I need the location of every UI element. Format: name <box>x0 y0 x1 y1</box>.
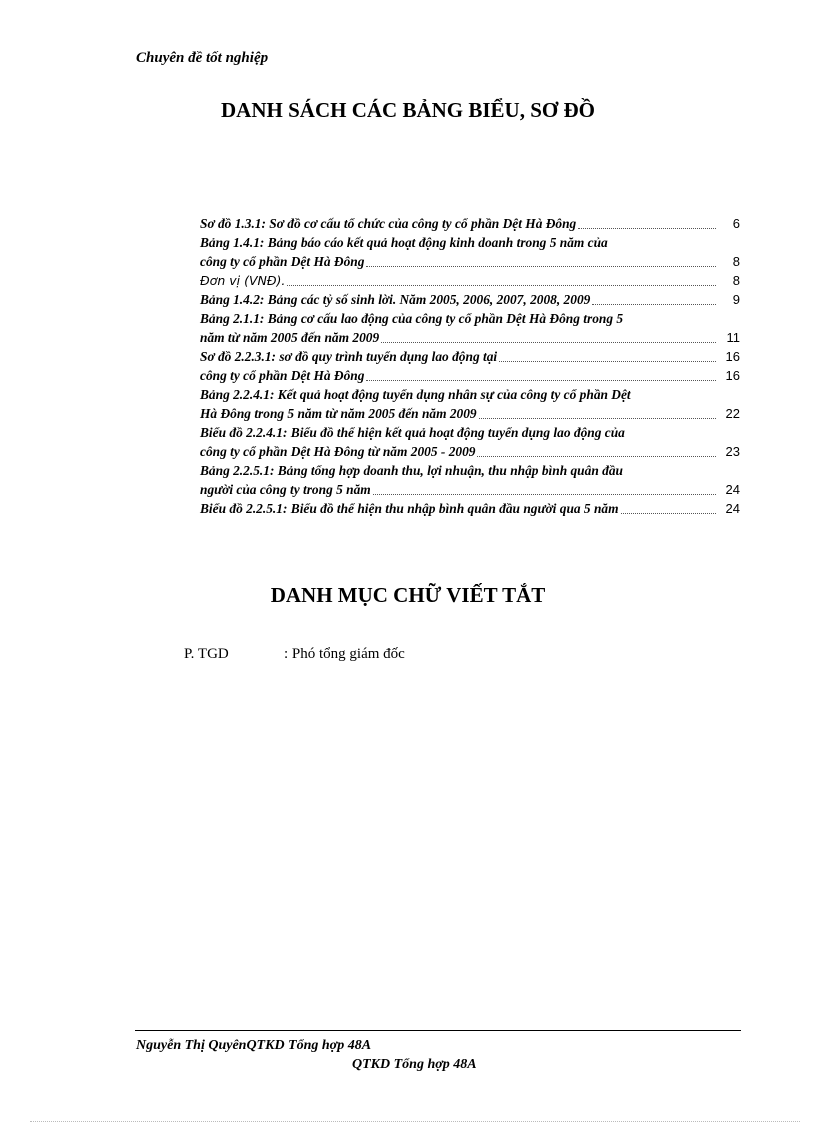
dot-leader <box>287 285 716 286</box>
list-of-tables-title: DANH SÁCH CÁC BẢNG BIỂU, SƠ ĐỒ <box>221 98 595 122</box>
toc-entry-title-line: Biểu đồ 2.2.4.1: Biểu đồ thể hiện kết quả hoạt động tuyển dụng lao động của <box>200 425 625 440</box>
footer-rule <box>135 1030 741 1031</box>
abbreviation-row <box>184 646 405 663</box>
dot-leader <box>499 361 716 362</box>
toc-entry-text: Bảng 1.4.2: Bảng các tỷ số sinh lời. Năm 2005, 2006, 2007, 2008, 2009 <box>200 292 591 307</box>
toc-entry[interactable] <box>200 214 740 233</box>
toc-page-number: 16 <box>725 349 740 364</box>
toc-page-number: 16 <box>725 368 740 383</box>
toc-entry[interactable] <box>200 347 740 366</box>
toc-page-number: 9 <box>732 292 740 307</box>
toc-page-number: 8 <box>732 254 740 269</box>
toc-entry[interactable] <box>200 499 740 518</box>
dot-leader <box>592 304 716 305</box>
toc-entry[interactable] <box>200 385 740 423</box>
toc-entry-title-line: Bảng 2.2.5.1: Bảng tổng hợp doanh thu, lợi nhuận, thu nhập bình quân đầu <box>200 463 623 478</box>
dot-leader <box>366 266 716 267</box>
table-of-figures <box>200 214 740 518</box>
toc-entry[interactable] <box>200 366 740 385</box>
toc-page-number: 24 <box>725 482 740 497</box>
toc-entry-text: năm từ năm 2005 đến năm 2009 <box>200 330 380 345</box>
toc-entry-text: Biểu đồ 2.2.5.1: Biểu đồ thể hiện thu nhập bình quân đầu người qua 5 năm <box>200 501 619 516</box>
toc-entry[interactable] <box>200 233 740 271</box>
dot-leader <box>381 342 716 343</box>
dot-leader <box>477 456 716 457</box>
footer-author: Nguyễn Thị QuyênQTKD Tổng hợp 48A <box>136 1038 372 1053</box>
toc-entry-text: công ty cổ phần Dệt Hà Đông từ năm 2005 - 2009 <box>200 444 476 459</box>
abbreviation-key: P. TGD <box>184 646 229 662</box>
toc-page-number: 22 <box>725 406 740 421</box>
toc-entry-title-line: Bảng 2.2.4.1: Kết quả hoạt động tuyển dụng nhân sự của công ty cổ phần Dệt <box>200 387 631 402</box>
toc-entry[interactable] <box>200 290 740 309</box>
dot-leader <box>366 380 716 381</box>
toc-entry[interactable] <box>200 271 740 290</box>
dot-leader <box>479 418 716 419</box>
page-bottom-border <box>30 1121 800 1122</box>
toc-page-number: 8 <box>732 273 740 288</box>
toc-entry-text: công ty cổ phần Dệt Hà Đông <box>200 254 365 269</box>
abbreviation-value: : Phó tổng giám đốc <box>284 646 405 662</box>
toc-entry-text: Đơn vị (VNĐ). <box>200 273 286 288</box>
abbreviations-title: DANH MỤC CHỮ VIẾT TẮT <box>270 583 546 607</box>
toc-entry-text: công ty cổ phần Dệt Hà Đông <box>200 368 365 383</box>
toc-page-number: 11 <box>726 330 740 345</box>
toc-entry[interactable] <box>200 461 740 499</box>
toc-entry-text: người của công ty trong 5 năm <box>200 482 371 497</box>
toc-entry-text: Sơ đồ 1.3.1: Sơ đồ cơ cấu tổ chức của công ty cổ phần Dệt Hà Đông <box>200 216 577 231</box>
toc-page-number: 24 <box>725 501 740 516</box>
dot-leader <box>373 494 716 495</box>
running-header: Chuyên đề tốt nghiệp <box>136 50 269 66</box>
toc-entry[interactable] <box>200 309 740 347</box>
toc-page-number: 6 <box>732 216 740 231</box>
toc-page-number: 23 <box>725 444 740 459</box>
toc-entry-title-line: Bảng 2.1.1: Bảng cơ cấu lao động của công ty cổ phần Dệt Hà Đông trong 5 <box>200 311 624 326</box>
toc-entry-title-line: Bảng 1.4.1: Bảng báo cáo kết quả hoạt động kinh doanh trong 5 năm của <box>200 235 608 250</box>
dot-leader <box>578 228 716 229</box>
toc-entry-text: Sơ đồ 2.2.3.1: sơ đồ quy trình tuyển dụng lao động tại <box>200 349 498 364</box>
footer-class: QTKD Tổng hợp 48A <box>352 1057 477 1072</box>
dot-leader <box>621 513 716 514</box>
toc-entry[interactable] <box>200 423 740 461</box>
toc-entry-text: Hà Đông trong 5 năm từ năm 2005 đến năm 2009 <box>200 406 477 421</box>
